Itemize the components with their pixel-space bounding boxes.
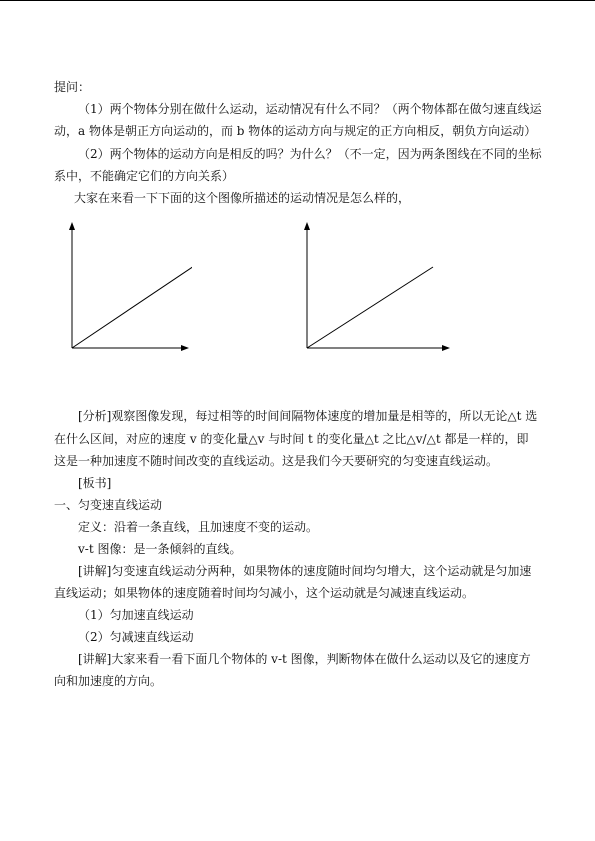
look-prompt: 大家在来看一下下面的这个图像所描述的运动情况是怎么样的，	[74, 191, 411, 205]
section-heading: 一、匀变速直线运动	[54, 498, 163, 512]
board-label: [板书]	[78, 476, 112, 490]
heading-question: 提问：	[54, 80, 91, 94]
graph-line	[72, 266, 192, 348]
x-axis-arrow	[442, 345, 450, 351]
lecture-2-line-1: [讲解]大家来看一看下面几个物体的 v-t 图像，判断物体在做什么运动以及它的速度方	[78, 652, 531, 666]
x-axis-arrow	[181, 345, 189, 351]
list-item-accelerate: （1）匀加速直线运动	[78, 608, 194, 622]
graph-left	[62, 222, 192, 354]
graph-right	[297, 222, 457, 354]
lecture-1-line-2: 直线运动；如果物体的速度随着时间均匀减小，这个运动就是匀减速直线运动。	[54, 586, 475, 600]
question-2-continued: 系中，不能确定它们的方向关系）	[54, 169, 235, 183]
header-rule	[0, 0, 595, 1]
y-axis-arrow	[304, 222, 310, 230]
question-1-continued: 动，a 物体是朝正方向运动的，而 b 物体的运动方向与规定的正方向相反，朝负方向运动）	[54, 124, 537, 138]
question-1: （1）两个物体分别在做什么运动，运动情况有什么不同？（两个物体都在做匀速直线运	[78, 102, 542, 116]
y-axis-arrow	[69, 222, 75, 230]
analysis-line-3: 这是一种加速度不随时间改变的直线运动。这是我们今天要研究的匀变速直线运动。	[54, 454, 499, 468]
graph-line	[307, 267, 433, 348]
definition: 定义：沿着一条直线，且加速度不变的运动。	[78, 520, 319, 534]
analysis-line-1: [分析]观察图像发现，每过相等的时间间隔物体速度的增加量是相等的，所以无论△t 选	[78, 409, 538, 423]
lecture-1-line-1: [讲解]匀变速直线运动分两种，如果物体的速度随时间均匀增大，这个运动就是匀加速	[78, 564, 532, 578]
lecture-2-line-2: 向和加速度的方向。	[54, 674, 163, 688]
list-item-decelerate: （2）匀减速直线运动	[78, 630, 194, 644]
vt-image-note: v-t 图像：是一条倾斜的直线。	[78, 542, 242, 556]
question-2: （2）两个物体的运动方向是相反的吗？为什么？（不一定，因为两条图线在不同的坐标	[78, 147, 542, 161]
analysis-line-2: 在什么区间，对应的速度 v 的变化量△v 与时间 t 的变化量△t 之比△v/△t 都是一样的，即	[54, 432, 529, 446]
